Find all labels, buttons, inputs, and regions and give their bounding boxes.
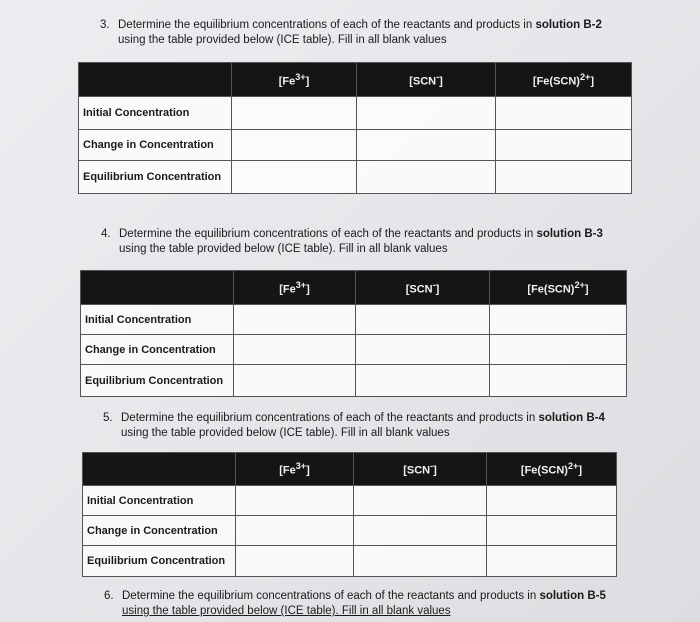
cell-equilibrium-fe3[interactable] [232,161,357,194]
cell-initial-feSCN[interactable] [496,97,632,130]
row-label-change: Change in Concentration [81,335,234,365]
header-row [81,271,627,305]
cell-equilibrium-feSCN[interactable] [487,546,617,577]
ice-table-b4 [82,452,617,577]
question-number: 3. [100,19,110,31]
row-label-change: Change in Concentration [79,130,232,161]
ice-table-b3 [80,270,627,397]
cell-change-fe3[interactable] [234,335,356,365]
question-text: Determine the equilibrium concentrations of each of the reactants and products in [119,228,537,240]
header-row [83,453,617,486]
question-4 [101,227,603,257]
cell-change-fe3[interactable] [236,516,354,546]
cell-initial-feSCN[interactable] [487,486,617,516]
row-label-initial: Initial Concentration [83,486,236,516]
header-fe3: $[Fe^{3+}]$ [236,453,354,486]
equilibrium-row [83,546,617,577]
question-text-line2: using the table provided below (ICE table). Fill in all blank values [122,605,451,617]
cell-equilibrium-feSCN[interactable] [490,365,627,397]
solution-label: solution B-4 [538,412,605,424]
cell-initial-fe3[interactable] [236,486,354,516]
question-number: 4. [101,228,111,240]
header-fe3: $[Fe^{3+}]$ [232,63,357,97]
header-scn: [SCN-] [354,453,487,486]
cell-change-scn[interactable] [357,130,496,161]
question-text-line2: using the table provided below (ICE table). Fill in all blank values [119,243,448,255]
row-label-change: Change in Concentration [83,516,236,546]
row-label-equilibrium: Equilibrium Concentration [83,546,236,577]
equilibrium-row [81,365,627,397]
header-blank [83,453,236,486]
cell-equilibrium-feSCN[interactable] [496,161,632,194]
initial-row [79,97,632,130]
cell-initial-fe3[interactable] [232,97,357,130]
row-label-initial: Initial Concentration [81,305,234,335]
solution-label: solution B-3 [536,228,603,240]
initial-row [83,486,617,516]
cell-change-scn[interactable] [356,335,490,365]
change-row [79,130,632,161]
question-text: Determine the equilibrium concentrations of each of the reactants and products in [121,412,539,424]
question-6 [104,589,606,619]
row-label-equilibrium: Equilibrium Concentration [79,161,232,194]
header-blank [81,271,234,305]
header-row [79,63,632,97]
question-number: 6. [104,590,114,602]
change-row [83,516,617,546]
header-feSCN: [Fe(SCN)$^{2+}$] [496,63,632,97]
cell-initial-fe3[interactable] [234,305,356,335]
cell-initial-scn[interactable] [356,305,490,335]
question-text-line2: using the table provided below (ICE table). Fill in all blank values [121,427,450,439]
question-number: 5. [103,412,113,424]
header-feSCN: [Fe(SCN)$^{2+}$] [487,453,617,486]
cell-equilibrium-scn[interactable] [357,161,496,194]
solution-label: solution B-5 [539,590,606,602]
cell-change-scn[interactable] [354,516,487,546]
cell-equilibrium-scn[interactable] [356,365,490,397]
header-scn: [SCN-] [357,63,496,97]
row-label-equilibrium: Equilibrium Concentration [81,365,234,397]
cell-change-feSCN[interactable] [490,335,627,365]
header-feSCN: [Fe(SCN)$^{2+}$] [490,271,627,305]
cell-change-feSCN[interactable] [496,130,632,161]
initial-row [81,305,627,335]
header-blank [79,63,232,97]
equilibrium-row [79,161,632,194]
question-5 [103,411,605,441]
header-scn: [SCN-] [356,271,490,305]
ice-table-b2 [78,62,632,194]
cell-initial-scn[interactable] [357,97,496,130]
cell-change-feSCN[interactable] [487,516,617,546]
cell-initial-feSCN[interactable] [490,305,627,335]
question-text: Determine the equilibrium concentrations of each of the reactants and products in [118,19,536,31]
row-label-initial: Initial Concentration [79,97,232,130]
solution-label: solution B-2 [535,19,602,31]
header-fe3: $[Fe^{3+}]$ [234,271,356,305]
cell-equilibrium-fe3[interactable] [236,546,354,577]
cell-equilibrium-fe3[interactable] [234,365,356,397]
cell-equilibrium-scn[interactable] [354,546,487,577]
question-text: Determine the equilibrium concentrations of each of the reactants and products in [122,590,540,602]
cell-initial-scn[interactable] [354,486,487,516]
question-text-line2: using the table provided below (ICE table). Fill in all blank values [118,34,447,46]
change-row [81,335,627,365]
question-3 [100,18,602,48]
cell-change-fe3[interactable] [232,130,357,161]
